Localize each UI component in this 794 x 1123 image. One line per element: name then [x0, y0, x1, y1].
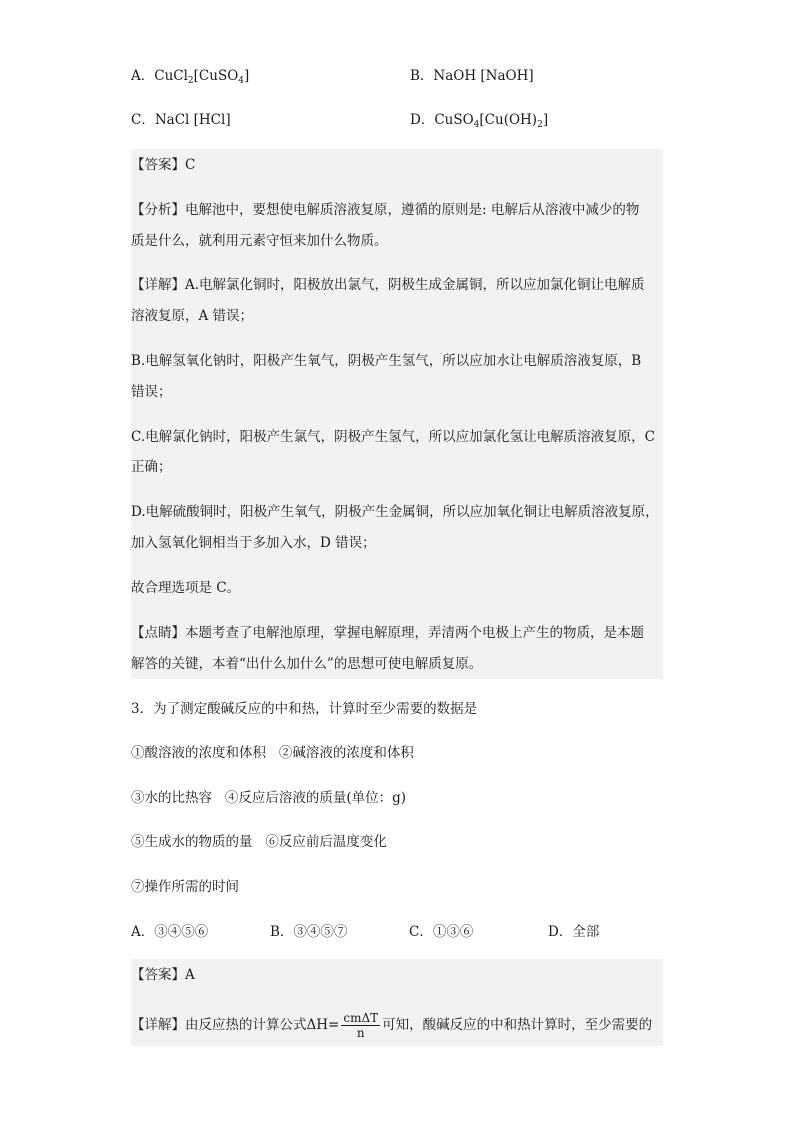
question-3-stem: 3．为了测定酸碱反应的中和热，计算时至少需要的数据是	[131, 701, 478, 717]
conclusion: 故合理选项是 C。	[131, 580, 241, 596]
analysis-line-1: 【分析】电解池中，要想使电解质溶液复原，遵循的原则是: 电解后从溶液中减少的物	[131, 202, 640, 218]
detail-d-line-1: D.电解硫酸铜时，阳极产生氧气，阴极产生金属铜，所以应加氧化铜让电解质溶液复原，	[131, 504, 659, 520]
answer-text: 【答案】C	[131, 157, 196, 173]
q3-item-1: ①酸溶液的浓度和体积	[131, 745, 266, 761]
solution-block	[131, 149, 663, 679]
q3-detail: 【详解】由反应热的计算公式ΔH= $\frac{\text{cmΔT}}{n}$ 可知，酸碱反应的中和热计算时，至少需要的	[131, 1011, 653, 1040]
detail-c-line-1: C.电解氯化钠时，阳极产生氯气，阴极产生氢气，所以应加氯化氢让电解质溶液复原，C	[131, 429, 655, 445]
analysis-line-2: 质是什么，就利用元素守恒来加什么物质。	[131, 233, 388, 249]
q3-option-d: D．全部	[548, 924, 600, 940]
q3-option-a: A．③④⑤⑥	[131, 924, 209, 940]
q3-option-c: C．①③⑥	[409, 924, 474, 940]
q3-answer: 【答案】A	[131, 967, 195, 983]
q3-item-row-1	[131, 743, 414, 763]
comment-line-1: 【点睛】本题考查了电解池原理，掌握电解原理，弄清两个电极上产生的物质，是本题	[131, 625, 644, 641]
detail-b-line-1: B.电解氢氧化钠时，阳极产生氧气，阴极产生氢气，所以应加水让电解质溶液复原，B	[131, 353, 642, 369]
comment-line-2: 解答的关键，本着“出什么加什么”的思想可使电解质复原。	[131, 656, 483, 672]
formula-fraction: $\frac{\text{cmΔT}}{n}$	[343, 1011, 379, 1040]
detail-d-line-2: 加入氢氧化铜相当于多加入水，D 错误；	[131, 535, 376, 551]
q3-item-2: ②碱溶液的浓度和体积	[278, 745, 414, 761]
detail-c-line-2: 正确；	[131, 459, 172, 475]
q3-option-b: B．③④⑤⑦	[270, 924, 348, 940]
detail-a-line-1: 【详解】A.电解氯化铜时，阳极放出氯气，阴极生成金属铜，所以应加氯化铜让电解质	[131, 277, 645, 293]
q3-item-5: ⑤生成水的物质的量	[131, 834, 253, 850]
detail-a-line-2: 溶液复原，A 错误；	[131, 308, 254, 324]
q3-item-7: ⑦操作所需的时间	[131, 879, 239, 895]
q3-item-3: ③水的比热容	[131, 790, 212, 806]
detail-b-line-2: 错误；	[131, 384, 172, 400]
q3-item-row-3	[131, 832, 387, 852]
option-a: A．CuCl$_2$[CuSO$_4$]	[131, 68, 250, 86]
option-b: B．NaOH [NaOH]	[410, 68, 534, 84]
q3-item-row-2	[131, 788, 406, 808]
q3-item-6: ⑥反应前后温度变化	[265, 834, 387, 850]
q3-item-4: ④反应后溶液的质量(单位：g)	[224, 790, 407, 806]
option-c: C．NaCl [HCl]	[131, 112, 231, 128]
option-d: D．$CuSO_4[Cu(OH)_2]$	[410, 112, 549, 130]
